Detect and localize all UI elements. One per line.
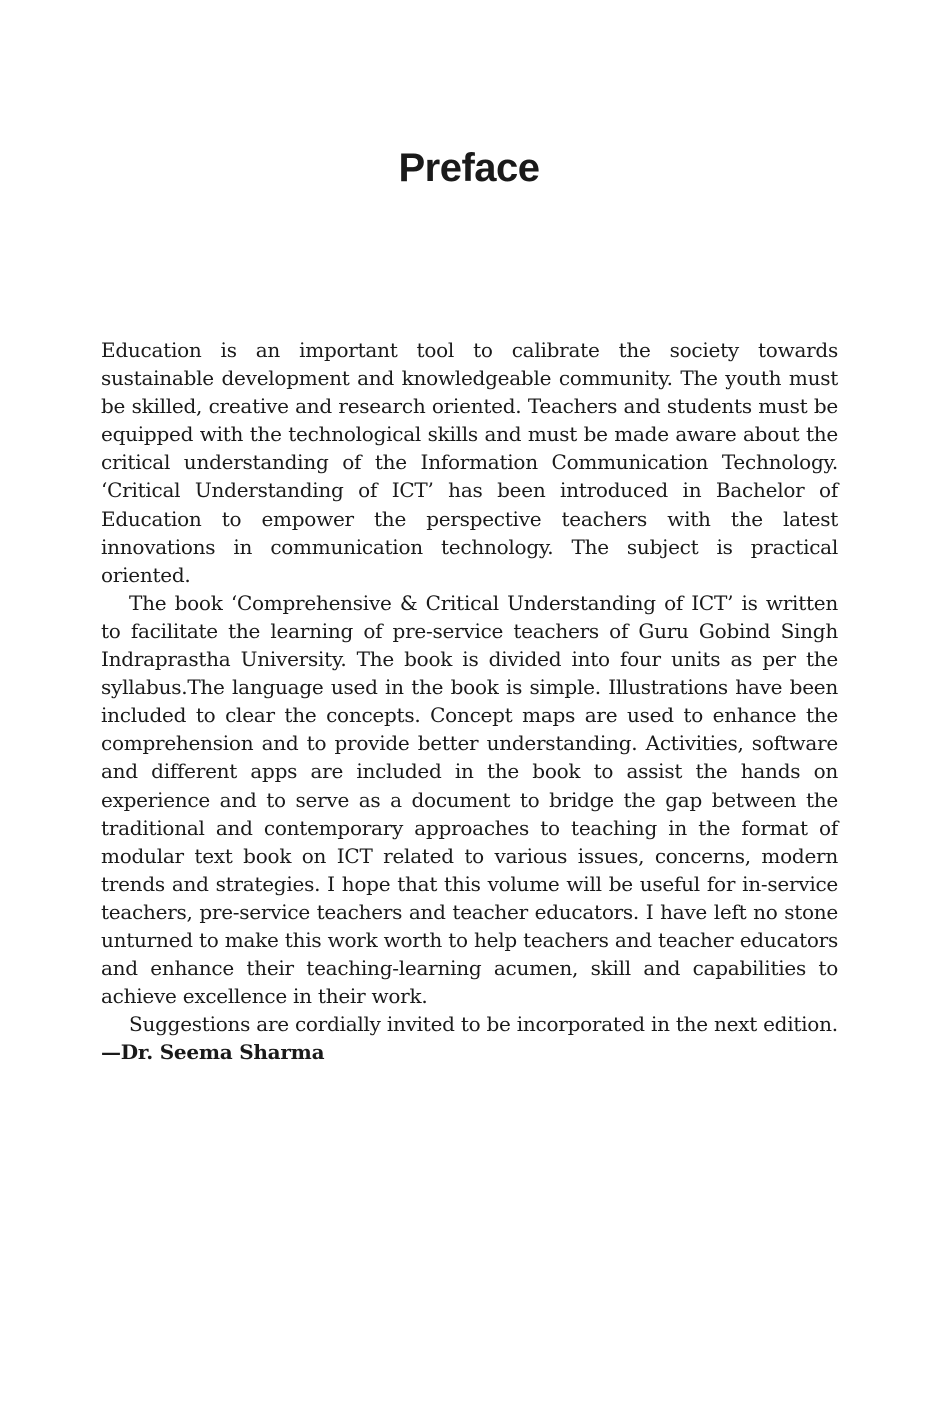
page-title: Preface xyxy=(398,146,540,190)
paragraph-3: Suggestions are cordially invited to be incorporated in the next edition. xyxy=(129,1012,838,1037)
paragraph-2: The book ‘Comprehensive & Critical Understanding of ICT’ is written to facilitate the learning of pre-service teachers of Guru Gobind Singh Indraprastha University. The book is divided into four units as per the syllabus.The language used in the book is simple. Illustrations have been included to clear the concepts. Concept maps are used to enhance the comprehension and to provide better understanding. Activities, software and different apps are included in the book to assist the hands on experience and to serve as a document to bridge the gap between the traditional and contemporary approaches to teaching in the format of modular text book on ICT related to various issues, concerns, modern trends and strategies. I hope that this volume will be useful for in-service teachers, pre-service teachers and teacher educators. I have left no stone unturned to make this work worth to help teachers and teacher educators and enhance their teaching-learning acumen, skill and capabilities to achieve excellence in their work. xyxy=(101,590,838,1009)
paragraph-1: Education is an important tool to calibrate the society towards sustainable development and knowledgeable community. The youth must be skilled, creative and research oriented. Teachers and students must be equipped with the technological skills and must be made aware about the critical understanding of the Information Communication Technology. ‘Critical Understanding of ICT’ has been introduced in Bachelor of Education to empower the perspective teachers with the latest innovations in communication technology. The subject is practical oriented. xyxy=(101,338,838,587)
author-signature: —Dr. Seema Sharma xyxy=(101,1040,325,1065)
preface-body xyxy=(101,336,838,1066)
